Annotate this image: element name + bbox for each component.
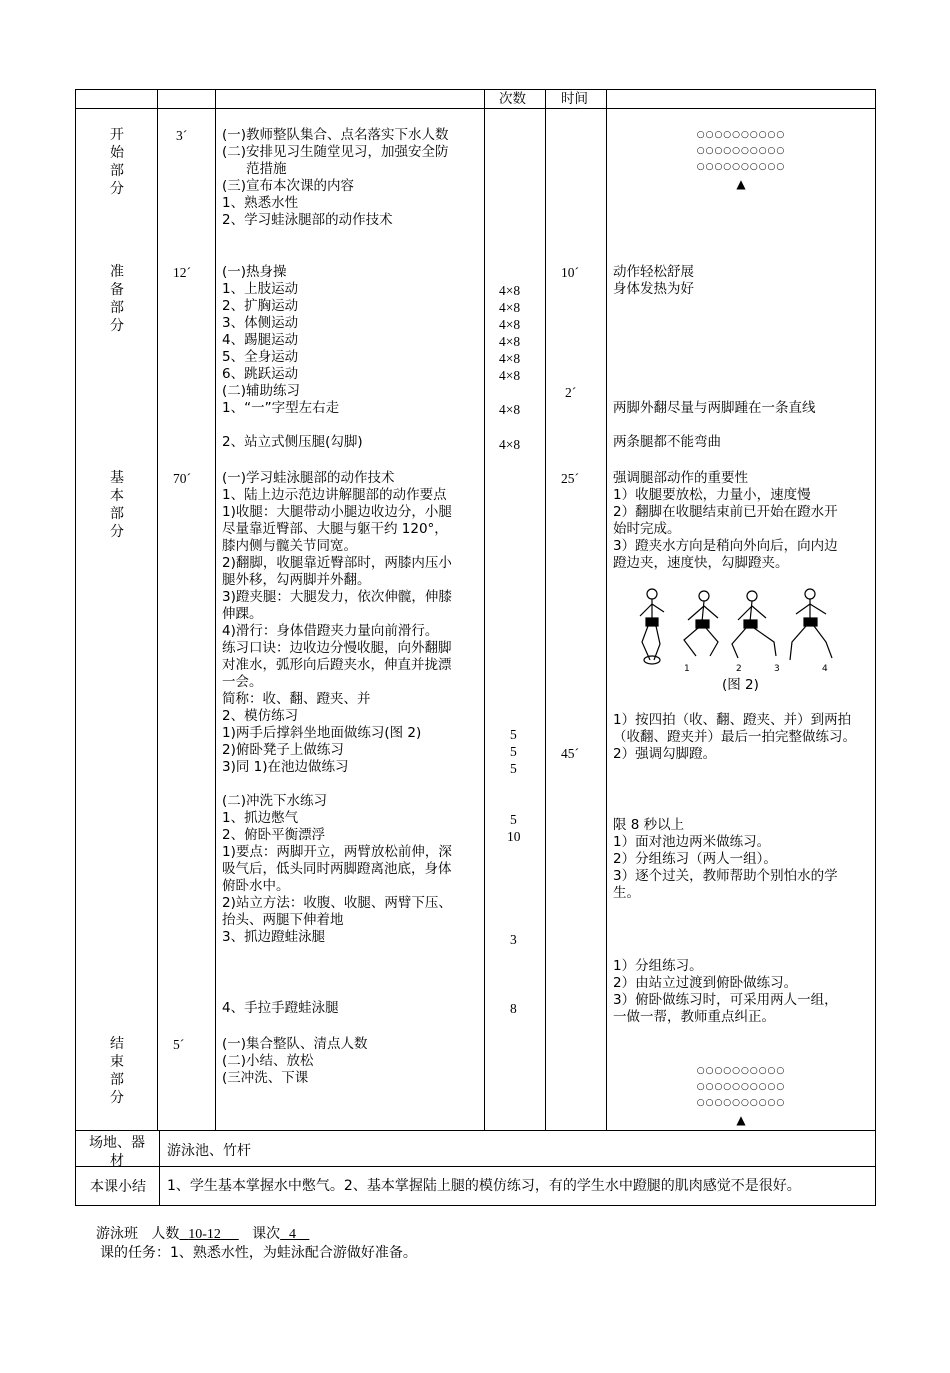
- frog-kick-figure: [626, 584, 846, 680]
- venue-label: 场地、器 材: [89, 1135, 145, 1169]
- start-duration: 3´: [176, 128, 188, 143]
- figure-caption: (图 2): [722, 677, 759, 693]
- figure-number-4: 4: [822, 664, 828, 674]
- teacher-marker-end: ▲: [736, 1113, 746, 1127]
- figure-number-3: 3: [774, 664, 780, 674]
- figure-number-2: 2: [736, 664, 742, 674]
- section-label-end: 结 束 部 分: [110, 1036, 124, 1106]
- end-duration: 5´: [173, 1037, 185, 1052]
- header-count: 次数: [499, 91, 526, 107]
- figure-number-1: 1: [684, 664, 690, 674]
- class-info: 游泳班 人数 10-12 课次 4: [96, 1226, 297, 1242]
- basic-duration: 70´: [173, 471, 191, 486]
- teacher-marker: ▲: [736, 177, 746, 191]
- section-label-basic: 基 本 部 分: [110, 470, 124, 540]
- lesson-task: 课的任务：1、熟悉水性，为蛙泳配合游做好准备。: [100, 1245, 417, 1261]
- section-label-prep: 准 备 部 分: [110, 264, 124, 334]
- prep-duration: 12´: [173, 265, 191, 280]
- summary-label: 本课小结: [90, 1179, 146, 1195]
- section-label-start: 开 始 部 分: [110, 127, 124, 197]
- venue-value: 游泳池、竹杆: [167, 1143, 251, 1159]
- header-time: 时间: [561, 91, 588, 107]
- summary-value: 1、学生基本掌握水中憋气。2、基本掌握陆上腿的模仿练习，有的学生水中蹬腿的肌肉感觉不是很好。: [167, 1178, 801, 1194]
